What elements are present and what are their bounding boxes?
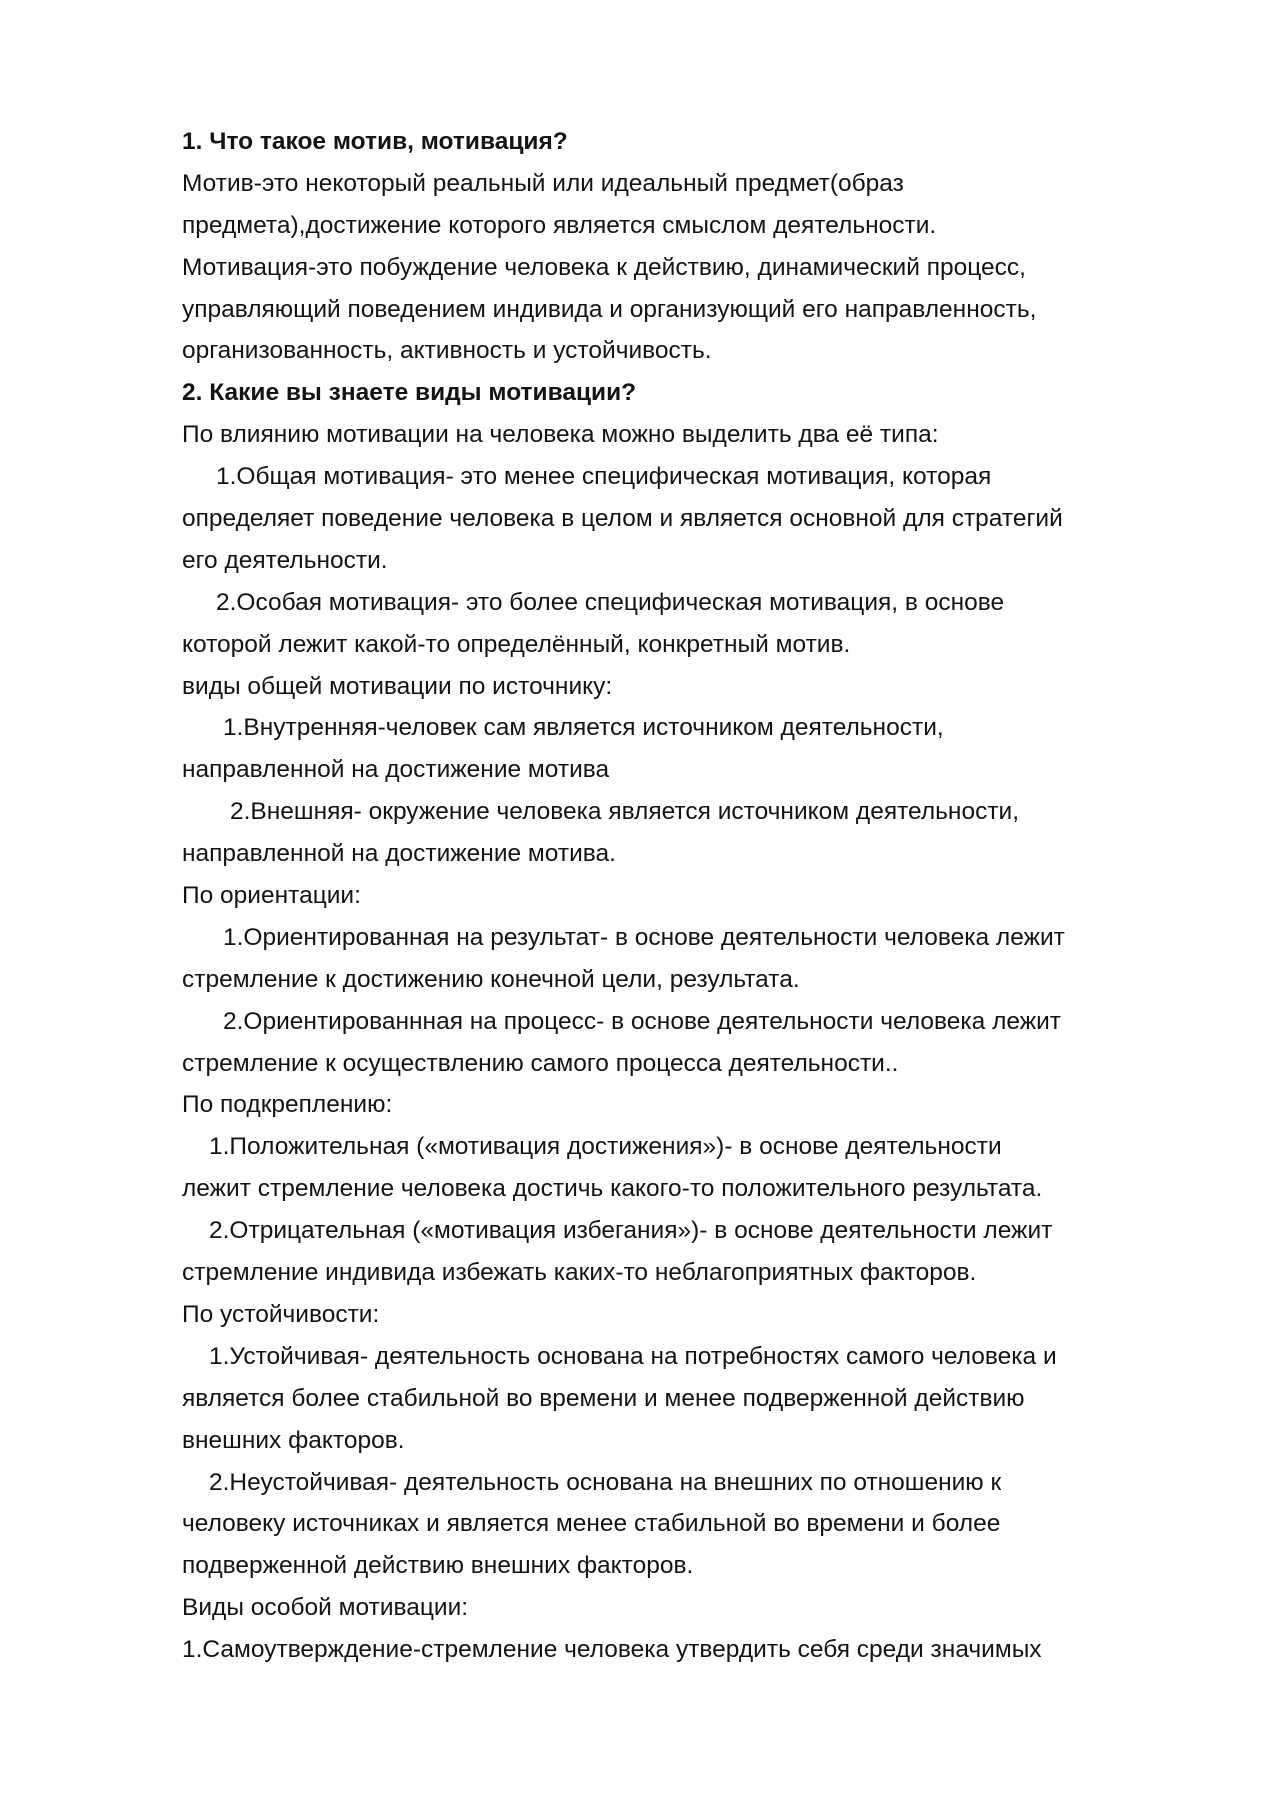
- list-item: 2.Особая мотивация- это более специфическая мотивация, в основе: [216, 588, 1005, 616]
- question-2-heading: 2. Какие вы знаете виды мотивации?: [182, 379, 637, 407]
- list-item: 2.Ориентированнная на процесс- в основе деятельности человека лежит: [223, 1007, 1062, 1035]
- list-item: 2.Отрицательная («мотивация избегания»)- в основе деятельности лежит: [209, 1217, 1053, 1245]
- text-line: является более стабильной во времени и менее подверженной действию: [182, 1384, 1025, 1412]
- text-line: Мотив-это некоторый реальный или идеальный предмет(образ: [182, 169, 904, 197]
- text-line: которой лежит какой-то определённый, конкретный мотив.: [182, 630, 851, 658]
- text-line: направленной на достижение мотива.: [182, 840, 616, 868]
- question-1-heading: 1. Что такое мотив, мотивация?: [182, 128, 568, 155]
- section-label: виды общей мотивации по источнику:: [182, 672, 613, 700]
- list-item: 1.Внутренняя-человек сам является источником деятельности,: [223, 714, 944, 742]
- section-label: По устойчивости:: [182, 1300, 380, 1328]
- text-line: организованность, активность и устойчивость.: [182, 337, 712, 365]
- text-line: стремление к осуществлению самого процесса деятельности..: [182, 1049, 899, 1077]
- text-line: предмета),достижение которого является смыслом деятельности.: [182, 211, 937, 239]
- list-item: 1.Ориентированная на результат- в основе деятельности человека лежит: [223, 923, 1065, 951]
- text-line: подверженной действию внешних факторов.: [182, 1552, 694, 1580]
- list-item: 1.Устойчивая- деятельность основана на потребностях самого человека и: [209, 1342, 1057, 1370]
- text-line: управляющий поведением индивида и организующий его направленность,: [182, 295, 1037, 323]
- text-line: направленной на достижение мотива: [182, 756, 610, 784]
- text-line: стремление индивида избежать каких-то неблагоприятных факторов.: [182, 1259, 977, 1287]
- section-label: По подкреплению:: [182, 1091, 393, 1119]
- list-item: 2.Неустойчивая- деятельность основана на внешних по отношению к: [209, 1468, 1002, 1496]
- text-line: внешних факторов.: [182, 1426, 405, 1454]
- text-line: его деятельности.: [182, 546, 388, 574]
- list-item: 2.Внешняя- окружение человека является источником деятельности,: [230, 798, 1020, 826]
- list-item: 1.Положительная («мотивация достижения»)- в основе деятельности: [209, 1133, 1002, 1161]
- document-body: [182, 121, 1172, 1671]
- section-label: Виды особой мотивации:: [182, 1594, 469, 1622]
- list-item: 1.Общая мотивация- это менее специфическая мотивация, которая: [216, 463, 992, 491]
- list-item: 1.Самоутверждение-стремление человека утвердить себя среди значимых: [182, 1636, 1042, 1664]
- section-label: По ориентации:: [182, 882, 361, 910]
- text-line: определяет поведение человека в целом и является основной для стратегий: [182, 505, 1063, 533]
- text-line: Мотивация-это побуждение человека к действию, динамический процесс,: [182, 253, 1026, 281]
- text-line: По влиянию мотивации на человека можно выделить два её типа:: [182, 421, 939, 449]
- text-line: стремление к достижению конечной цели, результата.: [182, 965, 800, 993]
- text-line: лежит стремление человека достичь какого-то положительного результата.: [182, 1175, 1043, 1203]
- text-line: человеку источниках и является менее стабильной во времени и более: [182, 1510, 1001, 1538]
